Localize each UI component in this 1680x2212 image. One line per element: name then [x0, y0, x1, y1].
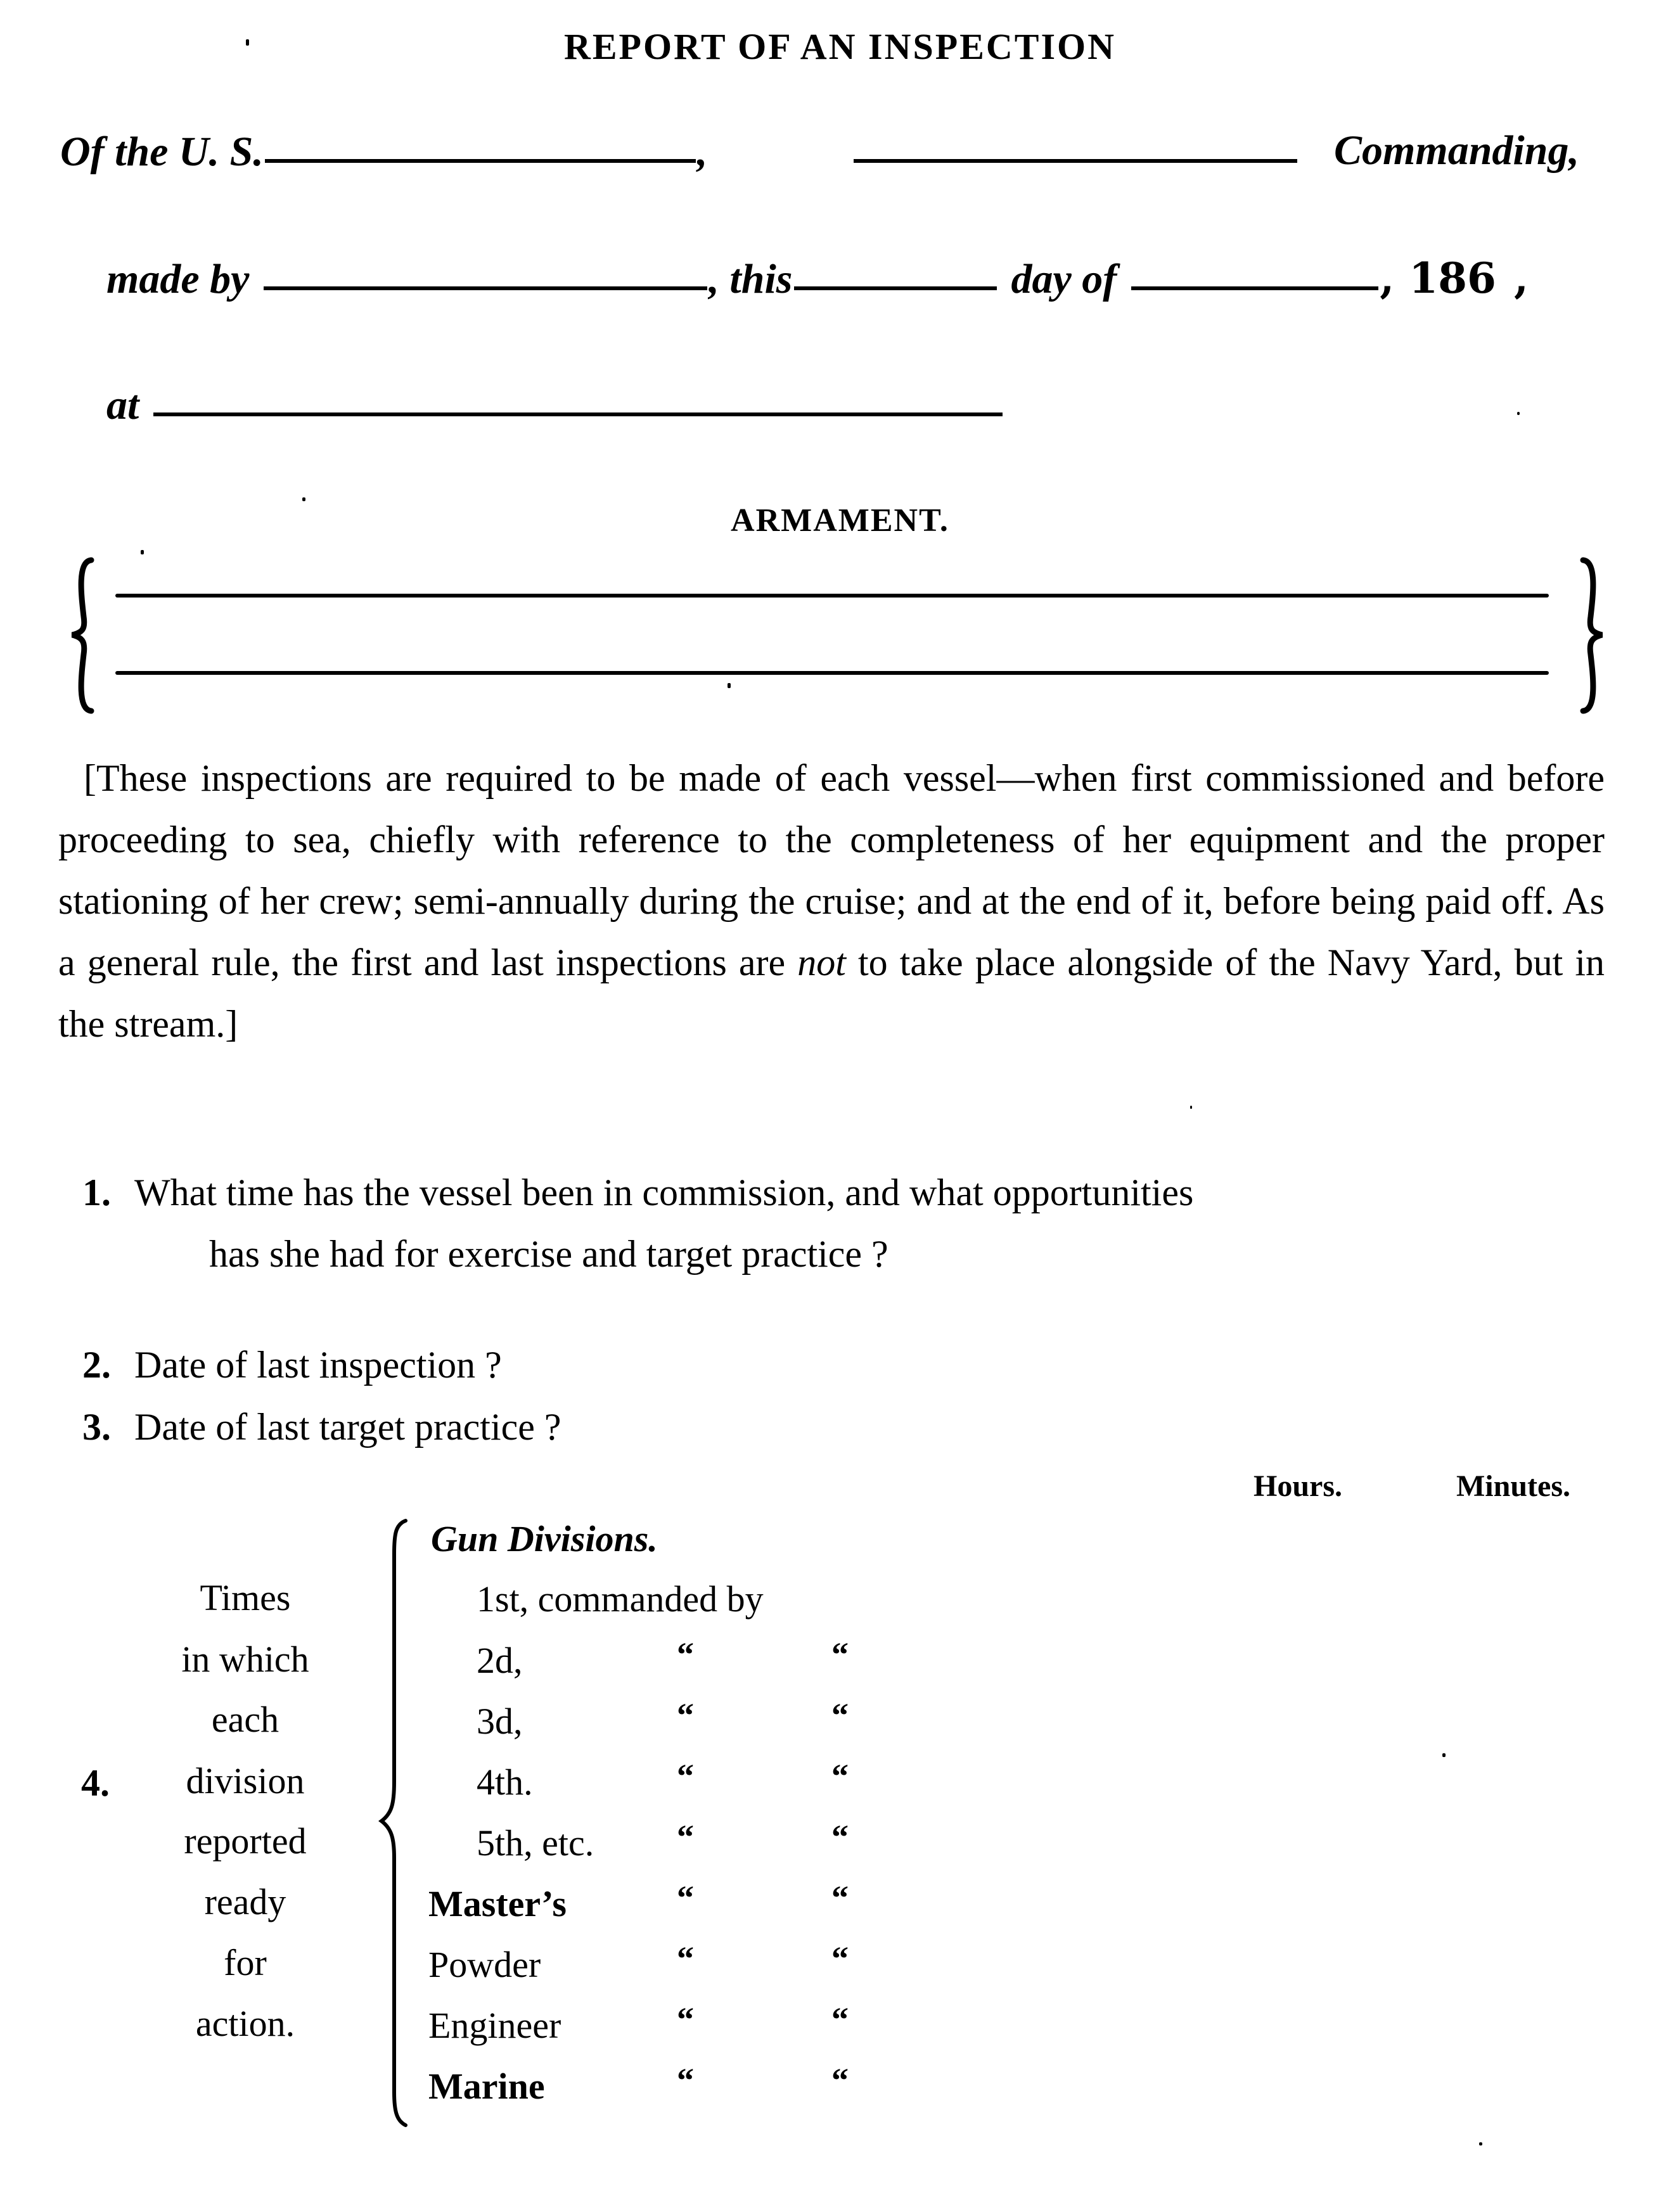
vessel-prefix-label: Of the U. S.: [60, 129, 264, 175]
note-emphasis: not: [797, 942, 846, 983]
day-field[interactable]: [794, 286, 997, 290]
divisions-brace-icon: [373, 1516, 417, 2130]
ditto-mark: “: [831, 1879, 849, 1917]
division-row-name: 3d,: [477, 1701, 523, 1742]
left-brace-icon: [63, 556, 101, 715]
year-label: , 186: [1380, 253, 1496, 303]
question-number: 3.: [82, 1406, 111, 1448]
note-text: [These inspections are required to be made of each vessel—when first commissioned and before proceeding to sea, chiefly with reference to the completeness of her equipment and the proper stationing of her crew; semi-annually during the cruise; and at the end of it, before being paid off. As a general rule, the first and last inspections are: [58, 757, 1605, 983]
document-title: REPORT OF AN INSPECTION: [563, 26, 1117, 67]
q4-label-line: ready: [204, 1881, 286, 1922]
note-text-end: to take place alongside of the Navy Yard, but in the stream.]: [58, 942, 1605, 1045]
q4-label-line: Times: [200, 1577, 291, 1618]
location-line: [106, 380, 1004, 430]
made-by-line: [106, 253, 1529, 304]
hours-column-header: Hours.: [1254, 1469, 1343, 1503]
ditto-mark: “: [677, 1879, 694, 1917]
q4-label-line: in which: [181, 1639, 309, 1680]
print-speck: [302, 497, 305, 501]
ditto-mark: “: [677, 1940, 694, 1978]
day-of-label: day of: [1011, 256, 1117, 302]
this-label: , this: [709, 256, 793, 302]
print-speck: [1479, 2142, 1482, 2145]
commanding-label: Commanding,: [1334, 127, 1579, 174]
right-brace-icon: [1573, 556, 1611, 715]
armament-line-1[interactable]: [115, 594, 1549, 598]
vessel-line: [60, 127, 707, 176]
question-2: [82, 1343, 502, 1387]
print-speck: [246, 39, 249, 46]
inspector-name-field[interactable]: [264, 286, 707, 290]
ditto-mark: “: [831, 1635, 849, 1673]
division-row-name: 2d,: [477, 1640, 523, 1681]
question-3: [82, 1405, 561, 1449]
ditto-mark: “: [677, 2000, 694, 2038]
ditto-mark: “: [831, 1940, 849, 1978]
division-row-name: Master’s: [428, 1883, 567, 1924]
location-field[interactable]: [153, 412, 1003, 416]
q4-label-line: for: [224, 1942, 267, 1983]
question-number: 1.: [82, 1172, 111, 1213]
at-label: at: [106, 382, 139, 428]
division-row-name: Engineer: [428, 2005, 561, 2046]
print-speck: [728, 683, 731, 688]
ditto-mark: “: [831, 1757, 849, 1795]
question-text: Date of last target practice ?: [134, 1406, 561, 1448]
q4-label-line: reported: [184, 1820, 307, 1862]
question-4-number: 4.: [81, 1762, 110, 1804]
division-row-name: 1st, commanded by: [477, 1578, 764, 1620]
print-speck: [1517, 412, 1520, 415]
q4-label-line: each: [211, 1699, 279, 1740]
print-speck: [141, 550, 144, 554]
ditto-mark: “: [677, 1635, 694, 1673]
q4-label-line: division: [186, 1760, 305, 1801]
division-row-name: Marine: [428, 2066, 545, 2107]
question-1-continuation: has she had for exercise and target practice ?: [209, 1233, 888, 1275]
commander-name-field[interactable]: [854, 159, 1297, 163]
question-text: What time has the vessel been in commission, and what opportunities: [134, 1172, 1194, 1213]
minutes-column-header: Minutes.: [1456, 1469, 1570, 1503]
ditto-mark: “: [677, 1818, 694, 1856]
question-1: [82, 1171, 1193, 1215]
ditto-mark: “: [831, 1696, 849, 1734]
ditto-mark: “: [831, 2000, 849, 2038]
print-speck: [1190, 1106, 1192, 1109]
ditto-mark: “: [831, 1818, 849, 1856]
print-speck: [1442, 1753, 1446, 1757]
armament-heading: ARMAMENT.: [731, 502, 949, 539]
ditto-mark: “: [677, 1757, 694, 1795]
commander-line: [852, 127, 1298, 176]
q4-label-line: action.: [195, 2003, 295, 2044]
division-row-name: Powder: [428, 1944, 541, 1985]
comma: ,: [696, 129, 708, 175]
year-trailing-comma: ,: [1513, 253, 1529, 303]
inspection-note: [58, 748, 1605, 1055]
division-row-name: 4th.: [477, 1761, 533, 1803]
vessel-name-field[interactable]: [265, 159, 696, 163]
made-by-label: made by: [106, 256, 250, 302]
armament-line-2[interactable]: [115, 671, 1549, 675]
question-number: 2.: [82, 1344, 111, 1386]
division-row-name: 5th, etc.: [477, 1822, 594, 1864]
gun-divisions-heading: Gun Divisions.: [431, 1518, 658, 1559]
ditto-mark: “: [677, 1696, 694, 1734]
month-field[interactable]: [1131, 286, 1378, 290]
ditto-mark: “: [831, 2061, 849, 2099]
ditto-mark: “: [677, 2061, 694, 2099]
question-text: Date of last inspection ?: [134, 1344, 502, 1386]
